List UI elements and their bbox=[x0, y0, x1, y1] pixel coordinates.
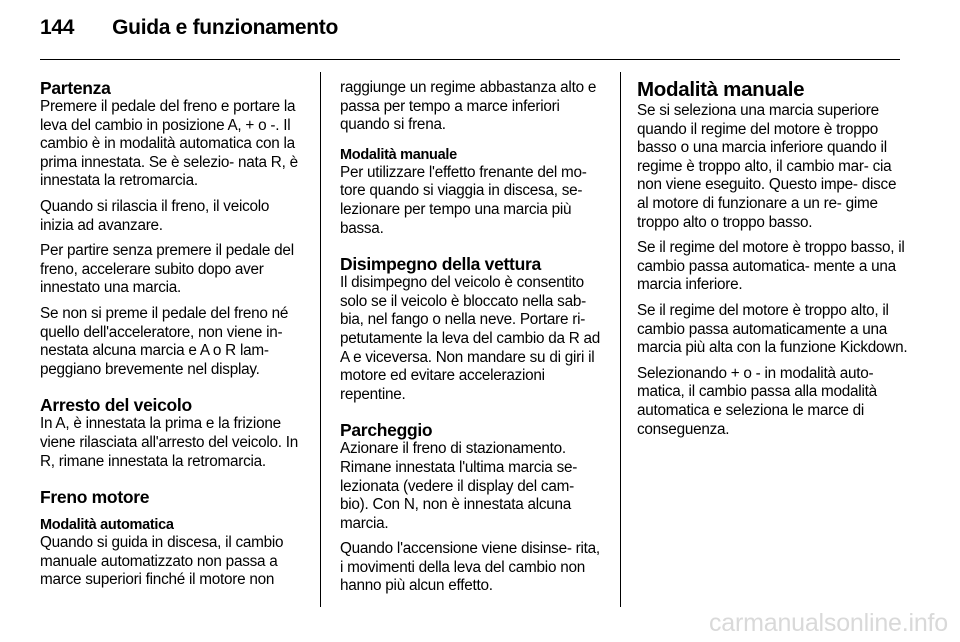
paragraph: Se il regime del motore è troppo basso, il cambio passa automatica‐ mente a una marcia inferiore. bbox=[637, 239, 905, 294]
paragraph: Premere il pedale del freno e portare la leva del cambio in posizione A, + o -. Il cambio è in modalità automatica con la prima innestata. Se è selezio‐ nata R, è innestata la retromarcia. bbox=[40, 98, 298, 190]
paragraph: Selezionando + o - in modalità auto‐ matica, il cambio passa alla modalità automatica e seleziona le marce di conseguenza. bbox=[637, 364, 877, 438]
heading-modalita-manuale: Modalità manuale bbox=[637, 78, 805, 101]
column-divider bbox=[320, 72, 321, 607]
paragraph: Quando si rilascia il freno, il veicolo inizia ad avanzare. bbox=[40, 197, 270, 234]
section-title: Guida e funzionamento bbox=[112, 16, 339, 39]
subheading-modalita-automatica: Modalità automatica bbox=[40, 517, 174, 534]
paragraph: Quando l'accensione viene disinse‐ rita, i movimenti della leva del cambio non hanno più alcun effetto. bbox=[340, 540, 600, 595]
column-left bbox=[40, 78, 306, 597]
column-divider bbox=[620, 72, 621, 607]
subheading-modalita-manuale: Modalità manuale bbox=[340, 146, 457, 163]
paragraph: Azionare il freno di stazionamento. Rimane innestata l'ultima marcia se‐ lezionata (vedere il display del cam‐ bio). Con N, non è innestata alcuna marcia. bbox=[340, 440, 578, 532]
paragraph: In A, è innestata la prima e la frizione viene rilasciata all'arresto del veicolo. In R, rimane innestata la retromarcia. bbox=[40, 415, 299, 470]
watermark: carmanualsonline.info bbox=[708, 609, 948, 637]
paragraph: Quando si guida in discesa, il cambio manuale automatizzato non passa a marce superiori finché il motore non bbox=[40, 534, 284, 589]
heading-partenza: Partenza bbox=[40, 78, 111, 98]
header-rule bbox=[40, 59, 900, 60]
page-header bbox=[40, 16, 920, 48]
paragraph: Se si seleziona una marcia superiore quando il regime del motore è troppo basso o una marcia inferiore quando il regime è troppo alto, il cambio mar‐ cia non viene eseguito. Questo impe‐ disce al motore di funzionare a un re‐ gime troppo alto o troppo basso. bbox=[637, 102, 897, 231]
heading-parcheggio: Parcheggio bbox=[340, 420, 433, 441]
column-middle bbox=[340, 79, 606, 603]
heading-disimpegno: Disimpegno della vettura bbox=[340, 254, 541, 275]
paragraph: Se non si preme il pedale del freno né quello dell'acceleratore, non viene in‐ nestata alcuna marcia e A o R lam‐ peggiano brevemente nel display. bbox=[40, 304, 289, 378]
heading-arresto: Arresto del veicolo bbox=[40, 395, 192, 416]
paragraph: Se il regime del motore è troppo alto, il cambio passa automaticamente a una marcia più alta con la funzione Kickdown. bbox=[637, 301, 908, 357]
paragraph: raggiunge un regime abbastanza alto e passa per tempo a marce inferiori quando si frena. bbox=[340, 79, 597, 134]
column-right bbox=[637, 78, 909, 446]
paragraph: Il disimpegno del veicolo è consentito solo se il veicolo è bloccato nella sab‐ bia, nel fango o nella neve. Portare ri‐ petutamente la leva del cambio da R ad A e viceversa. Non mandare su di giri il motore ed evitare accelerazioni repentine. bbox=[340, 274, 601, 403]
paragraph: Per partire senza premere il pedale del freno, accelerare subito dopo aver innestato una marcia. bbox=[40, 242, 294, 297]
paragraph: Per utilizzare l'effetto frenante del mo‐ tore quando si viaggia in discesa, se‐ lezionare per tempo una marcia più bassa. bbox=[340, 163, 587, 237]
heading-freno-motore: Freno motore bbox=[40, 487, 150, 508]
page-number: 144 bbox=[40, 16, 75, 39]
